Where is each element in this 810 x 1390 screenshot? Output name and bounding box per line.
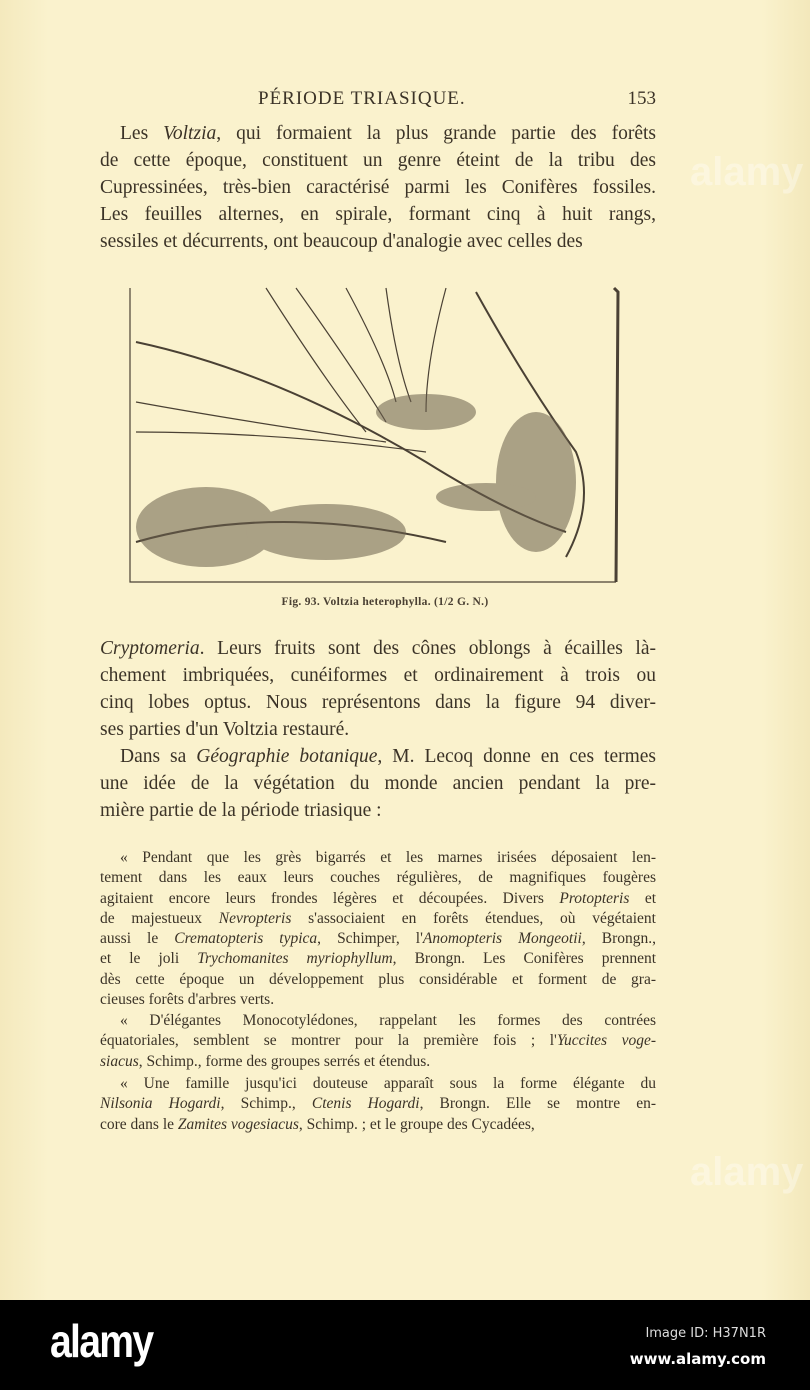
text: , Brongn. Les Conifères prennent: [392, 950, 656, 968]
italic-text: Yuccites voge-: [556, 1032, 656, 1050]
watermark: alamy: [690, 1150, 804, 1194]
text: de cette époque, constituent un genre éteint de la tribu des: [100, 150, 656, 171]
text: sessiles et décurrents, ont beaucoup d'analogie avec celles des: [100, 231, 583, 252]
text: Les feuilles alternes, en spirale, formant cinq à huit rangs,: [100, 204, 656, 225]
paragraph-1: [100, 120, 656, 255]
figure-caption: Fig. 93. Voltzia heterophylla. (1/2 G. N.): [281, 596, 489, 608]
site-url: www.alamy.com: [629, 1350, 766, 1368]
text: , Schimp.,: [220, 1095, 312, 1113]
italic-text: Voltzia: [163, 123, 217, 144]
text: Les: [120, 123, 164, 144]
text: , Brongn. Elle se montre en-: [419, 1095, 656, 1113]
text-line: [100, 689, 656, 716]
text-line: [100, 848, 656, 868]
image-id: Image ID: H37N1R: [645, 1326, 766, 1341]
text-line: [100, 868, 656, 888]
text: chement imbriquées, cunéiformes et ordinairement à trois ou: [100, 665, 656, 686]
paragraph-3: [100, 743, 656, 824]
figure-voltzia-illustration: [126, 282, 630, 592]
text: dès cette époque un développement plus considérable et forment de gra-: [100, 970, 656, 988]
text-line: [100, 949, 656, 969]
quote-paragraph-3: [100, 1074, 656, 1135]
text-line: [100, 1031, 656, 1051]
text-line: [100, 120, 656, 147]
text-line: [100, 716, 656, 743]
text-line: [100, 1115, 656, 1135]
text: une idée de la végétation du monde ancien pendant la pre-: [100, 773, 656, 794]
text: , qui formaient la plus grande partie des forêts: [216, 123, 656, 144]
watermark: alamy: [690, 150, 804, 194]
text-line: [100, 1052, 656, 1072]
text-line: [100, 909, 656, 929]
text: , Schimp. ; et le groupe des Cycadées,: [298, 1115, 535, 1133]
text: , Brongn.,: [581, 930, 656, 948]
text-line: [100, 889, 656, 909]
italic-text: Nevropteris: [218, 909, 292, 927]
italic-text: Cryptomeria: [100, 638, 200, 659]
alamy-logo: alamy: [50, 1315, 153, 1367]
text: et le joli: [100, 950, 198, 968]
text-line: [100, 147, 656, 174]
italic-text: Ctenis Hogardi: [311, 1095, 420, 1113]
text: agitaient encore leurs frondes légères et découpées. Divers: [100, 889, 560, 907]
text: , Schimp., forme des groupes serrés et étendus.: [138, 1052, 431, 1070]
italic-text: siacus: [100, 1052, 139, 1070]
italic-text: Nilsonia Hogardi: [100, 1095, 221, 1113]
text: Dans sa: [120, 746, 197, 767]
quote-paragraph-2: [100, 1011, 656, 1072]
text: tement dans les eaux leurs couches régulières, de magnifiques fougères: [100, 869, 656, 887]
watermark-footer: [0, 1300, 810, 1390]
italic-text: Crematopteris typica: [174, 930, 318, 948]
text-line: [100, 797, 656, 824]
italic-text: Anomopteris Mongeotii: [422, 930, 582, 948]
text: mière partie de la période triasique :: [100, 800, 382, 821]
text: s'associaient en forêts étendues, où végétaient: [291, 909, 656, 927]
text-line: [100, 635, 656, 662]
text-line: [100, 1094, 656, 1114]
text: . Leurs fruits sont des cônes oblongs à écailles là-: [199, 638, 656, 659]
text-line: [100, 1074, 656, 1094]
text-line: [100, 970, 656, 990]
text: ses parties d'un Voltzia restauré.: [100, 719, 350, 740]
running-header: [100, 88, 656, 112]
text-line: [100, 174, 656, 201]
text-line: [100, 201, 656, 228]
page-number: 153: [627, 88, 656, 109]
text-line: [100, 228, 656, 255]
text-line: [100, 662, 656, 689]
text: équatoriales, semblent se montrer pour la première fois ; l': [100, 1032, 557, 1050]
text: , M. Lecoq donne en ces termes: [377, 746, 656, 767]
italic-text: Géographie botanique: [196, 746, 378, 767]
text-line: [100, 1011, 656, 1031]
text: et: [629, 889, 656, 907]
text: cinq lobes optus. Nous représentons dans la figure 94 diver-: [100, 692, 656, 713]
text-line: [100, 990, 656, 1010]
italic-text: Zamites vogesiacus: [177, 1115, 299, 1133]
text: de majestueux: [100, 909, 219, 927]
text: , Schimper, l': [317, 930, 423, 948]
text-line: [100, 743, 656, 770]
paragraph-2: [100, 635, 656, 743]
text: Cupressinées, très-bien caractérisé parmi les Conifères fossiles.: [100, 177, 656, 198]
text-line: [100, 929, 656, 949]
text: « Pendant que les grès bigarrés et les marnes irisées déposaient len-: [120, 849, 656, 866]
text: « Une famille jusqu'ici douteuse apparaît sous la forme élégante du: [120, 1075, 656, 1092]
text: core dans le: [100, 1115, 178, 1133]
italic-text: Protopteris: [559, 889, 630, 907]
text: aussi le: [100, 930, 175, 948]
quote-paragraph-1: [100, 848, 656, 1010]
text: « D'élégantes Monocotylédones, rappelant les formes des contrées: [120, 1012, 656, 1029]
running-title: PÉRIODE TRIASIQUE.: [258, 88, 466, 109]
text: cieuses forêts d'arbres verts.: [100, 991, 275, 1009]
text-line: [100, 770, 656, 797]
italic-text: Trychomanites myriophyllum: [197, 950, 393, 968]
